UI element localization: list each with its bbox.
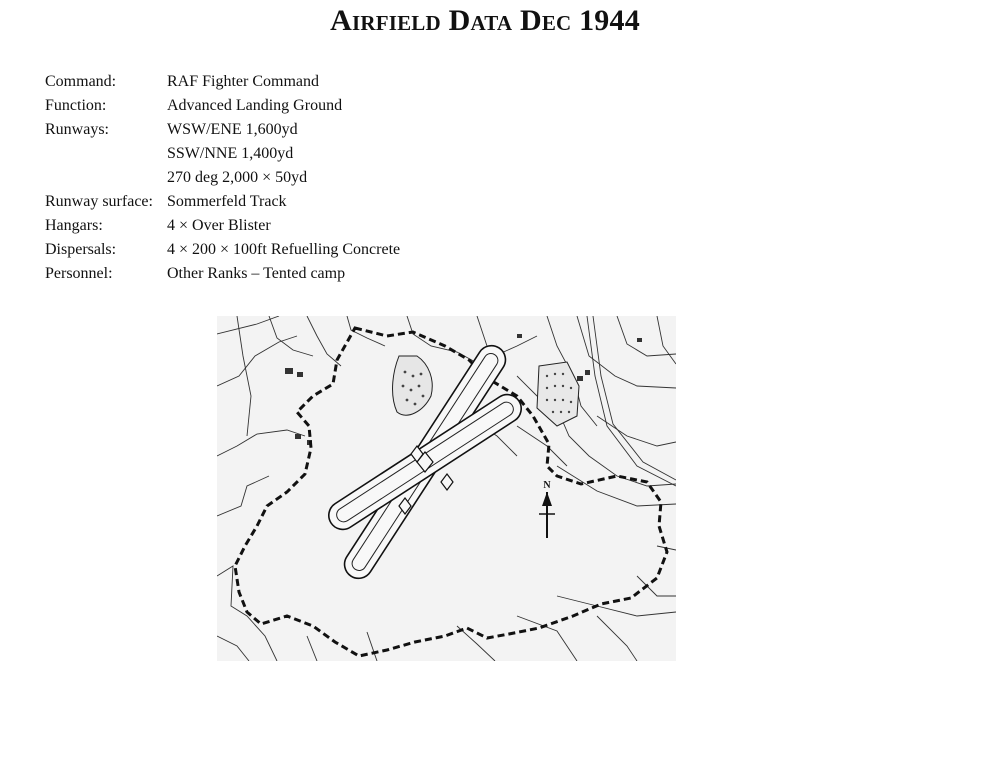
north-label: N — [543, 480, 551, 491]
data-row-personnel — [45, 262, 400, 286]
airfield-map — [217, 316, 676, 661]
row-value: 4 × Over Blister — [167, 217, 271, 234]
data-row-runways-2 — [45, 142, 400, 166]
data-row-function — [45, 94, 400, 118]
data-row-runways — [45, 118, 400, 142]
row-label — [45, 142, 167, 166]
row-label — [45, 166, 167, 190]
row-label: Personnel: — [45, 265, 113, 282]
row-value: 270 deg 2,000 × 50yd — [167, 169, 308, 186]
row-value: WSW/ENE 1,600yd — [167, 121, 298, 138]
row-label: Hangars: — [45, 217, 103, 234]
page-title: Airfield Data Dec 1944 — [330, 4, 640, 37]
row-label: Runways: — [45, 121, 109, 138]
row-value: Advanced Landing Ground — [167, 97, 343, 114]
data-row-runway-surface — [45, 190, 400, 214]
row-value: RAF Fighter Command — [167, 73, 320, 90]
row-label: Command: — [45, 73, 117, 90]
row-label: Runway surface: — [45, 193, 153, 210]
data-row-runways-3 — [45, 166, 400, 190]
airfield-map-drawing — [217, 316, 676, 661]
data-row-command — [45, 70, 400, 94]
data-row-dispersals — [45, 238, 400, 262]
row-label: Dispersals: — [45, 241, 117, 258]
data-row-hangars — [45, 214, 400, 238]
row-value: Sommerfeld Track — [167, 193, 287, 210]
row-label: Function: — [45, 97, 107, 114]
row-value: Other Ranks – Tented camp — [167, 265, 346, 282]
row-value: SSW/NNE 1,400yd — [167, 145, 294, 162]
airfield-data-table — [45, 70, 400, 286]
row-value: 4 × 200 × 100ft Refuelling Concrete — [167, 241, 401, 258]
